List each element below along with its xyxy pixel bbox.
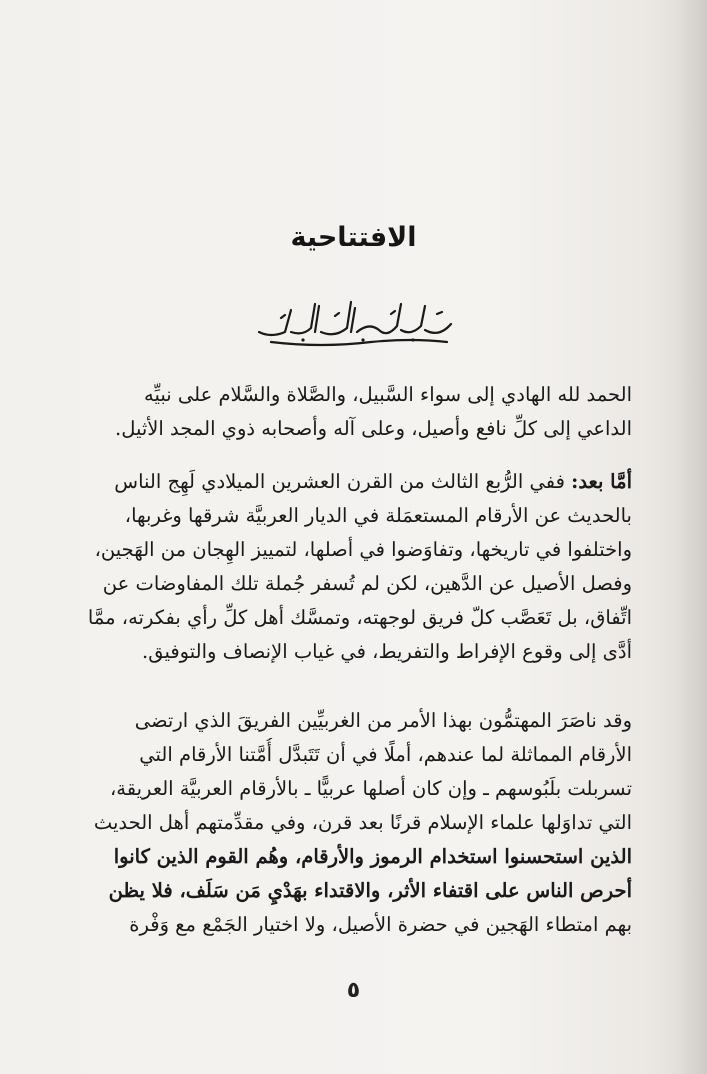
text-line: تسربلت بلَبُوسهم ـ وإن كان أصلها عربيًّا ـ بالأرقام العربيَّة العريقة، [110,777,632,800]
paragraph-lead: أمَّا بعد: [571,470,632,493]
text-line: الداعي إلى كلِّ نافع وأصيل، وعلى آله وأصحابه ذوي المجد الأثيل. [115,417,632,440]
basmala-calligraphy [251,292,461,348]
text-line-bold: أحرص الناس على اقتفاء الأثر، والاقتداء بهَدْيِ مَن سَلَف، فلا يظن [108,879,632,902]
paragraph-opening [74,378,632,446]
text-line: التي تداوَلها علماء الإسلام قرنًا بعد قرن، وفي مقدِّمتهم أهل الحديث [93,811,632,834]
text-line [74,465,632,499]
text-line: وفصل الأصيل عن الدَّهين، لكن لم تُسفر جُملة تلك المفاوضات عن [102,572,632,595]
reverse-page-bleed-through [95,108,615,236]
page-edge-shadow [677,0,707,1074]
text-line: أدَّى إلى وقوع الإفراط والتفريط، في غياب الإنصاف والتوفيق. [142,640,632,663]
paragraph-history [74,465,632,669]
text-line: الأرقام المماثلة لما عندهم، أملًا في أن تَتَبدَّل أُمَّتنا الأرقام التي [139,743,632,766]
text-line: بهم امتطاء الهَجين في حضرة الأصيل، ولا اختيار الجَمْع مع وَفْرة [129,913,632,936]
text-line: واختلفوا في تاريخها، وتفاوَضوا في أصلها، لتمييز الهِجان من الهَجين، [94,538,632,561]
text-line-rest: ففي الرُّبع الثالث من القرن العشرين الميلادي لَهِج الناس [114,470,565,493]
text-line: اتِّفاق، بل تَعَصَّب كلّ فريق لوجهته، وتمسَّك أهل كلِّ رأي بفكرته، ممَّا [87,606,632,629]
paragraph-western-support [74,704,632,942]
text-line: بالحديث عن الأرقام المستعمَلة في الديار العربيَّة شرقها وغربها، [124,504,632,527]
page-number: ٥ [346,978,361,1003]
page-title: الافتتاحية [290,222,417,253]
text-line: وقد ناصَرَ المهتمُّون بهذا الأمر من الغربيِّين الفريقَ الذي ارتضى [134,709,632,732]
text-line-bold: الذين استحسنوا استخدام الرموز والأرقام، وهُم القوم الذين كانوا [113,845,632,868]
text-line: الحمد لله الهادي إلى سواء السَّبيل، والصَّلاة والسَّلام على نبيِّه [144,383,632,406]
